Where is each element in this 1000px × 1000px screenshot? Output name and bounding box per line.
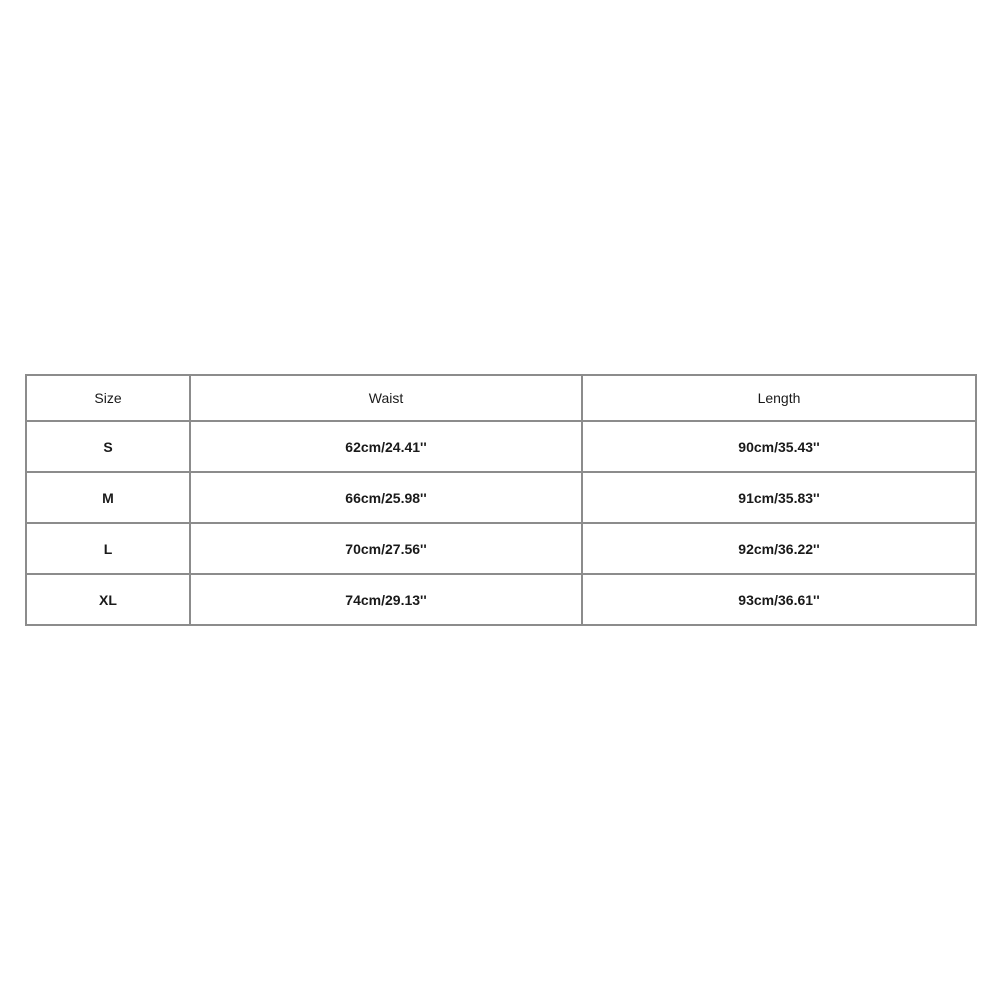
header-waist: Waist: [190, 375, 582, 421]
cell-size: M: [26, 472, 190, 523]
cell-waist: 70cm/27.56'': [190, 523, 582, 574]
table-row: [26, 421, 976, 472]
cell-length: 93cm/36.61'': [582, 574, 976, 625]
cell-waist: 62cm/24.41'': [190, 421, 582, 472]
header-length: Length: [582, 375, 976, 421]
table-row: [26, 574, 976, 625]
header-size: Size: [26, 375, 190, 421]
cell-waist: 74cm/29.13'': [190, 574, 582, 625]
cell-length: 91cm/35.83'': [582, 472, 976, 523]
table-row: [26, 472, 976, 523]
size-chart-table: [25, 374, 977, 626]
table-header-row: [26, 375, 976, 421]
cell-size: XL: [26, 574, 190, 625]
cell-size: L: [26, 523, 190, 574]
cell-size: S: [26, 421, 190, 472]
cell-length: 90cm/35.43'': [582, 421, 976, 472]
cell-length: 92cm/36.22'': [582, 523, 976, 574]
table-row: [26, 523, 976, 574]
cell-waist: 66cm/25.98'': [190, 472, 582, 523]
